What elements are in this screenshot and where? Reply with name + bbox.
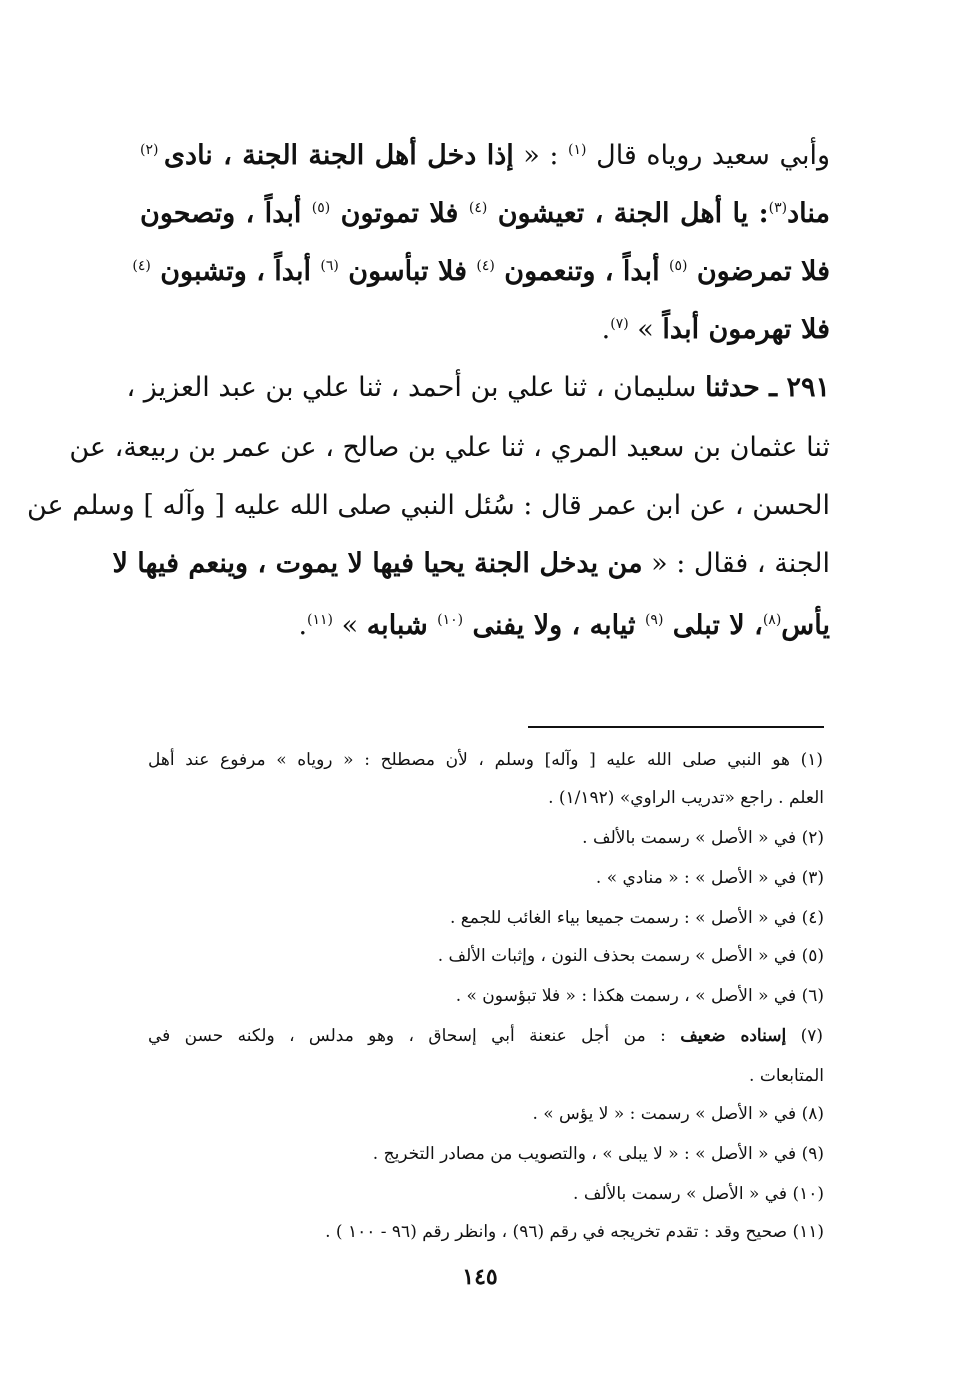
footnote-ref: (١١)	[307, 612, 334, 628]
text-run: »	[628, 314, 663, 345]
text-run: ثنا عثمان بن سعيد المري ، ثنا علي بن صالح ، عن عمر بن ربيعة، عن	[69, 432, 830, 463]
paragraph-2-line-2	[69, 426, 830, 470]
paragraph-1-line-1	[140, 128, 830, 178]
paragraph-2-line-4	[112, 542, 830, 586]
text-run: وأبي سعيد روياه قال	[586, 140, 831, 171]
text-run: »	[333, 610, 367, 641]
hadith-text: مناد	[787, 198, 830, 229]
text-run: .	[601, 314, 611, 345]
footnote-ref: (١٠)	[437, 612, 464, 628]
paragraph-1-line-3	[132, 244, 830, 294]
footnote-text: (٩) في « الأصل » : « لا يبلى » ، والتصويب من مصادر التخريج .	[372, 1144, 824, 1164]
footnote-text: (٥) في « الأصل » رسمت بحذف النون ، وإثبات الألف .	[437, 946, 824, 966]
text-run: : «	[513, 140, 569, 171]
hadith-text: ، لا تبلى	[663, 610, 763, 641]
footnote-2	[582, 820, 824, 856]
footnote-ref: (٤)	[468, 200, 488, 216]
footnote-text: (١٠) في « الأصل » رسمت بالألف .	[573, 1184, 824, 1204]
footnote-ref: (٤)	[476, 258, 495, 274]
footnote-text: العلم . راجع «تدريب الراوي» (١/١٩٢) .	[548, 788, 824, 808]
hadith-text: إذا دخل أهل الجنة الجنة ، نادى	[163, 140, 514, 171]
hadith-text: فلا تموتون	[330, 198, 469, 229]
text-run: الجنة ، فقال : «	[642, 548, 830, 579]
text-run: الحسن ، عن ابن عمر قال : سُئل النبي صلى الله عليه [ وآله ] وسلم عن	[27, 490, 830, 521]
footnote-text: (٢) في « الأصل » رسمت بالألف .	[582, 828, 824, 848]
footnote-7	[148, 1018, 823, 1054]
footnote-text: المتابعات .	[749, 1066, 824, 1086]
footnote-5	[438, 938, 824, 974]
footnote-ref: (٨)	[762, 612, 782, 628]
footnote-ref: (٦)	[320, 258, 339, 274]
hadith-text: ثيابه ، ولا يفنى	[463, 610, 645, 641]
footnote-text: (٧)	[786, 1026, 823, 1046]
footnote-3	[596, 860, 824, 896]
footnote-text: (١١) صحيح وقد : تقدم تخريجه في رقم (٩٦) ، وانظر رقم (٩٦ - ١٠٠ ) .	[325, 1222, 824, 1242]
footnote-ref: (٤)	[132, 258, 151, 274]
paragraph-1-line-2	[140, 186, 830, 236]
hadith-text: من يدخل الجنة يحيا فيها لا يموت ، وينعم فيها لا	[112, 548, 643, 579]
footnote-1-cont	[548, 780, 824, 816]
footnote-11	[325, 1214, 824, 1250]
text-run: .	[298, 610, 308, 641]
hadith-text: يأس	[781, 610, 830, 641]
footnote-text: (١) هو النبي صلى الله عليه [ وآله] وسلم ، لأن مصطلح : « روياه » مرفوع عند أهل	[148, 750, 823, 770]
footnote-ref: (٧)	[610, 316, 629, 332]
footnote-9	[373, 1136, 824, 1172]
footnote-ref: (٩)	[644, 612, 664, 628]
footnote-10	[573, 1176, 824, 1212]
hadith-text: فلا تمرضون	[687, 256, 830, 287]
footnote-text: (٣) في « الأصل » : « منادي » .	[595, 868, 824, 888]
paragraph-1-line-4	[140, 302, 830, 352]
footnote-text: (٨) في « الأصل » رسمت : « لا يؤس » .	[532, 1104, 824, 1124]
footnote-7-cont	[749, 1058, 824, 1094]
hadith-text: أبداً ، وتصحون	[140, 198, 312, 229]
hadith-text: أبداً ، وتنعمون	[494, 256, 669, 287]
footnote-text: : من أجل عنعنة أبي إسحاق ، وهو مدلس ، ولكنه حسن في	[148, 1026, 681, 1046]
footnote-ref: (٣)	[768, 200, 788, 216]
footnote-grading: إسناده ضعيف	[680, 1026, 787, 1046]
footnote-ref: (٥)	[668, 258, 688, 274]
footnote-separator	[528, 726, 824, 728]
footnote-1	[148, 742, 823, 778]
page-number: ١٤٥	[462, 1264, 498, 1290]
hadith-text: فلا تهرمون أبداً	[662, 314, 830, 345]
footnote-6	[456, 978, 824, 1014]
footnote-4	[450, 900, 824, 936]
footnote-ref: (٢)	[140, 142, 164, 158]
hadith-text: أبداً ، وتشبون	[150, 256, 321, 287]
hadith-text: : يا أهل الجنة ، تعيشون	[487, 198, 769, 229]
footnote-ref: (٥)	[311, 200, 331, 216]
footnote-text: (٦) في « الأصل » ، رسمت هكذا : « فلا تبؤسون » .	[455, 986, 824, 1006]
footnote-8	[532, 1096, 824, 1132]
footnote-ref: (١)	[568, 142, 587, 158]
paragraph-2-line-5	[140, 598, 830, 648]
hadith-text: شبابه	[366, 610, 438, 641]
hadith-text: فلا تبأسون	[338, 256, 477, 287]
text-run: سليمان ، ثنا علي بن أحمد ، ثنا علي بن عبد العزيز ،	[126, 372, 706, 403]
hadith-number: ٢٩١ ـ حدثنا	[705, 372, 830, 403]
paragraph-2-line-1	[126, 366, 830, 410]
paragraph-2-line-3	[27, 484, 830, 528]
footnote-text: (٤) في « الأصل » : رسمت جميعا بياء الغائب للجمع .	[449, 908, 824, 928]
